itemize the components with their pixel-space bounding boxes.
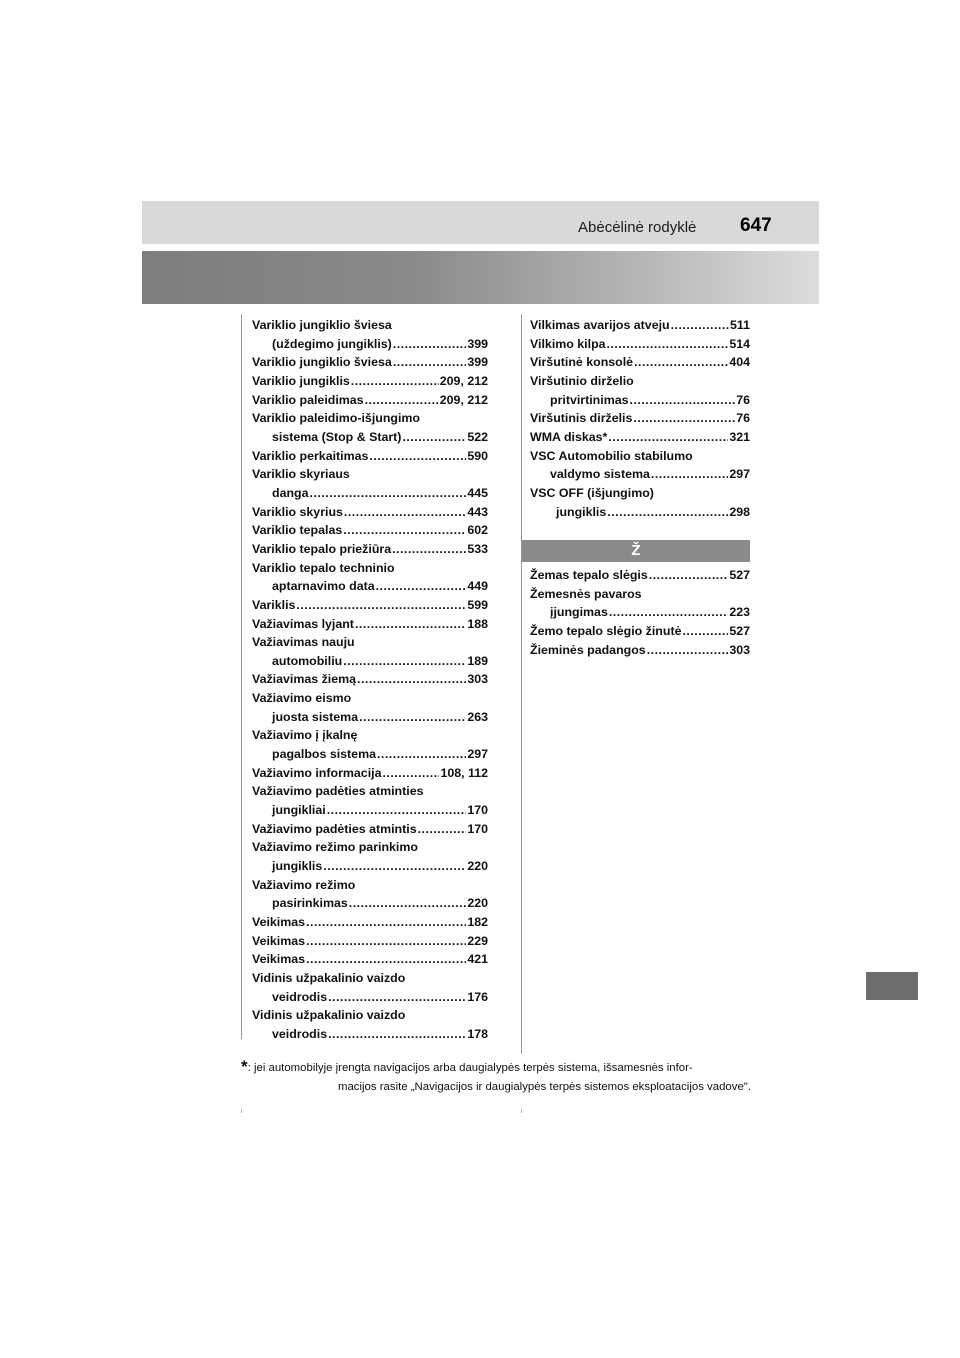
footnote-text-1: : jei automobilyje įrengta navigacijos arba daugialypės terpės sistema, išsamesnės infor- bbox=[247, 1062, 693, 1074]
dot-leader bbox=[649, 566, 729, 585]
index-entry bbox=[252, 726, 488, 763]
index-entry bbox=[252, 633, 488, 670]
index-entry-term: Viršutinis dirželis bbox=[530, 411, 633, 426]
index-entry bbox=[252, 391, 488, 410]
left-column-rule bbox=[241, 314, 242, 1039]
index-entry-line bbox=[530, 391, 750, 410]
dot-leader bbox=[344, 503, 466, 522]
index-entry-term: (uždegimo jungiklis) bbox=[272, 336, 392, 351]
index-entry-term: automobiliu bbox=[272, 653, 343, 668]
index-entry bbox=[530, 622, 750, 641]
index-entry-term: Variklio perkaitimas bbox=[252, 448, 369, 463]
dot-leader bbox=[343, 652, 466, 671]
dot-leader bbox=[402, 428, 466, 447]
dot-leader bbox=[357, 670, 466, 689]
index-entry-line bbox=[252, 932, 488, 951]
right-column-rule bbox=[521, 314, 522, 1054]
dot-leader bbox=[323, 857, 466, 876]
index-entry-line bbox=[252, 615, 488, 634]
index-entry-heading: Važiavimo į įkalnę bbox=[252, 728, 358, 743]
index-entry bbox=[530, 409, 750, 428]
index-entry bbox=[252, 969, 488, 1006]
index-entry-line bbox=[252, 988, 488, 1007]
footnote-line-1 bbox=[241, 1057, 751, 1078]
index-entry-line bbox=[530, 335, 750, 354]
index-entry bbox=[530, 641, 750, 660]
index-entry bbox=[530, 316, 750, 335]
side-thumb-tab bbox=[866, 972, 918, 1000]
index-entry-line bbox=[252, 857, 488, 876]
index-entry-term: veidrodis bbox=[272, 1026, 328, 1041]
index-entry bbox=[530, 428, 750, 447]
crop-tick bbox=[241, 1109, 242, 1113]
index-entry-line bbox=[530, 428, 750, 447]
index-entry-page: 170 bbox=[467, 803, 488, 818]
index-entry-heading: Važiavimas nauju bbox=[252, 635, 355, 650]
index-entry bbox=[252, 521, 488, 540]
dot-leader bbox=[306, 932, 466, 951]
footnote-line-2: macijos rasite „Navigacijos ir daugialypės terpės sistemos eksploatacijos vadove". bbox=[337, 1081, 751, 1093]
index-entry-term: Vilkimas avarijos atveju bbox=[530, 318, 670, 332]
index-entry-page: 590 bbox=[467, 448, 488, 463]
index-entry-line bbox=[252, 894, 488, 913]
index-entry bbox=[252, 447, 488, 466]
index-entry-heading: VSC OFF (išjungimo) bbox=[530, 485, 654, 500]
index-entry bbox=[252, 615, 488, 634]
index-entry-line bbox=[252, 484, 488, 503]
index-entry bbox=[252, 838, 488, 875]
index-entry bbox=[252, 913, 488, 932]
index-entry-line bbox=[252, 428, 488, 447]
index-entry-page: 404 bbox=[729, 355, 750, 370]
index-entry-heading: Variklio paleidimo-išjungimo bbox=[252, 411, 420, 426]
dot-leader bbox=[607, 503, 728, 522]
index-entry-term: valdymo sistema bbox=[550, 467, 650, 482]
index-entry-term: Važiavimo padėties atmintis bbox=[252, 821, 417, 836]
dot-leader bbox=[418, 820, 467, 839]
index-entry-page: 298 bbox=[729, 504, 750, 519]
index-entry-page: 599 bbox=[467, 597, 488, 612]
index-entry-line bbox=[530, 465, 750, 484]
index-entry-term: aptarnavimo data bbox=[272, 579, 375, 594]
index-entry-line bbox=[252, 764, 488, 783]
index-entry-page: 223 bbox=[729, 605, 750, 620]
index-entry-term: pagalbos sistema bbox=[272, 747, 376, 762]
index-entry bbox=[252, 559, 488, 596]
index-entry-heading: Važiavimo režimo parinkimo bbox=[252, 840, 418, 855]
index-entry-line bbox=[252, 372, 488, 391]
index-entry bbox=[252, 409, 488, 446]
index-entry-line bbox=[252, 708, 488, 727]
index-entry-page: 209, 212 bbox=[439, 392, 488, 407]
index-entry-page: 514 bbox=[729, 336, 750, 351]
index-entry-term: sistema (Stop & Start) bbox=[272, 429, 402, 444]
dot-leader bbox=[608, 428, 728, 447]
index-entry-heading: Žemesnės pavaros bbox=[530, 586, 642, 601]
index-entry-term: jungiklis bbox=[272, 859, 323, 874]
index-entry-heading: Važiavimo padėties atminties bbox=[252, 784, 424, 799]
index-entry bbox=[530, 353, 750, 372]
dot-leader bbox=[343, 521, 466, 540]
dot-leader bbox=[376, 577, 467, 596]
dot-leader bbox=[630, 391, 736, 410]
index-entry-heading: Vidinis užpakalinio vaizdo bbox=[252, 1008, 406, 1023]
index-entry-page: 220 bbox=[467, 859, 488, 874]
dot-leader bbox=[365, 391, 439, 410]
index-column-left bbox=[252, 316, 488, 1044]
index-entry-term: Žemo tepalo slėgio žinutė bbox=[530, 623, 682, 638]
index-entry bbox=[252, 1006, 488, 1043]
index-entry-term: Veikimas bbox=[252, 933, 306, 948]
index-entry-line bbox=[530, 353, 750, 372]
index-entry-term: Variklis bbox=[252, 597, 296, 612]
index-entry-term: Veikimas bbox=[252, 952, 306, 967]
dot-leader bbox=[682, 622, 728, 641]
index-entry bbox=[252, 316, 488, 353]
index-entry-page: 170 bbox=[467, 821, 488, 836]
index-entry-page: 176 bbox=[467, 989, 488, 1004]
index-entry-page: 399 bbox=[467, 355, 488, 370]
index-entry-term: pritvirtinimas bbox=[550, 392, 629, 407]
index-entry-term: danga bbox=[272, 485, 309, 500]
index-entry-line bbox=[252, 577, 488, 596]
page-header-title: Abėcėlinė rodyklė bbox=[578, 219, 697, 236]
dot-leader bbox=[651, 465, 728, 484]
index-entry-line bbox=[252, 335, 488, 354]
index-entry-heading: VSC Automobilio stabilumo bbox=[530, 448, 693, 463]
dot-leader bbox=[392, 540, 466, 559]
index-entry bbox=[252, 820, 488, 839]
dot-leader bbox=[306, 950, 466, 969]
index-entry-line bbox=[530, 622, 750, 641]
index-entry-page: 533 bbox=[467, 541, 488, 556]
index-entry-line bbox=[530, 316, 750, 335]
index-entry-line bbox=[252, 820, 488, 839]
index-entry-term: jungikliai bbox=[272, 803, 326, 818]
index-entry-heading: Vidinis užpakalinio vaizdo bbox=[252, 970, 406, 985]
index-entry-heading: Variklio tepalo techninio bbox=[252, 560, 395, 575]
index-entry-page: 229 bbox=[467, 933, 488, 948]
index-entry-page: 443 bbox=[467, 504, 488, 519]
index-entry-heading: Viršutinio dirželio bbox=[530, 373, 634, 388]
index-entry-page: 527 bbox=[729, 568, 750, 582]
index-entry bbox=[252, 782, 488, 819]
index-entry-page: 399 bbox=[467, 336, 488, 351]
dot-leader bbox=[607, 335, 729, 354]
index-entry-line bbox=[252, 447, 488, 466]
index-entry bbox=[252, 950, 488, 969]
index-entry-term: Važiavimo informacija bbox=[252, 765, 382, 780]
index-entry bbox=[530, 585, 750, 622]
index-entry-term: Važiavimas lyjant bbox=[252, 616, 354, 631]
index-entry-line bbox=[252, 521, 488, 540]
index-entry-page: 511 bbox=[730, 318, 750, 332]
index-entry-page: 182 bbox=[467, 915, 488, 929]
page-number: 647 bbox=[740, 215, 772, 236]
dot-leader bbox=[327, 801, 467, 820]
index-entry-line bbox=[252, 503, 488, 522]
index-entry bbox=[252, 353, 488, 372]
index-entry-line bbox=[530, 503, 750, 522]
dot-leader bbox=[349, 894, 467, 913]
index-entry-term: jungiklis bbox=[556, 504, 607, 519]
index-entry-page: 449 bbox=[467, 579, 488, 594]
index-entry-term: pasirinkimas bbox=[272, 896, 348, 911]
index-entry-line bbox=[252, 391, 488, 410]
dot-leader bbox=[382, 764, 439, 783]
dot-leader bbox=[393, 335, 467, 354]
index-entry bbox=[530, 566, 750, 585]
index-entry-page: 303 bbox=[729, 642, 750, 657]
index-entry bbox=[530, 372, 750, 409]
index-entry-heading: Variklio jungiklio šviesa bbox=[252, 318, 392, 332]
dot-leader bbox=[328, 988, 466, 1007]
index-column-z bbox=[530, 566, 750, 659]
index-entry-term: Variklio paleidimas bbox=[252, 392, 364, 407]
dot-leader bbox=[306, 913, 466, 932]
index-entry-page: 76 bbox=[736, 411, 750, 426]
index-entry-term: Variklio jungiklio šviesa bbox=[252, 355, 392, 370]
index-entry-term: Variklio jungiklis bbox=[252, 373, 350, 388]
index-entry-page: 220 bbox=[467, 896, 488, 911]
index-entry-term: Vilkimo kilpa bbox=[530, 336, 606, 351]
index-entry-line bbox=[252, 353, 488, 372]
dot-leader bbox=[369, 447, 466, 466]
index-entry-page: 445 bbox=[467, 485, 488, 500]
index-entry-line bbox=[530, 566, 750, 585]
index-entry bbox=[252, 689, 488, 726]
index-entry-term: Veikimas bbox=[252, 915, 306, 929]
index-entry-term: Variklio tepalas bbox=[252, 523, 343, 538]
index-entry-line bbox=[252, 1025, 488, 1044]
dot-leader bbox=[393, 353, 467, 372]
index-entry-line bbox=[252, 670, 488, 689]
index-entry bbox=[530, 335, 750, 354]
index-entry-page: 303 bbox=[467, 672, 488, 687]
index-entry-page: 209, 212 bbox=[439, 373, 488, 388]
index-entry-line bbox=[252, 540, 488, 559]
dot-leader bbox=[328, 1025, 466, 1044]
index-entry bbox=[252, 764, 488, 783]
index-entry-line bbox=[252, 913, 488, 932]
index-entry-term: Viršutinė konsolė bbox=[530, 355, 634, 370]
index-entry-page: 297 bbox=[467, 747, 488, 762]
index-entry-line bbox=[252, 950, 488, 969]
index-entry-term: Variklio skyrius bbox=[252, 504, 343, 519]
index-entry-page: 76 bbox=[736, 392, 750, 407]
index-entry-term: Važiavimas žiemą bbox=[252, 672, 357, 687]
index-entry-page: 421 bbox=[467, 952, 488, 967]
footnote bbox=[241, 1057, 751, 1097]
index-entry-line bbox=[252, 745, 488, 764]
index-entry bbox=[252, 540, 488, 559]
index-entry-page: 527 bbox=[729, 623, 750, 638]
index-entry-line bbox=[252, 652, 488, 671]
dot-leader bbox=[355, 615, 466, 634]
index-entry-page: 188 bbox=[467, 616, 488, 631]
index-entry-page: 522 bbox=[467, 429, 488, 444]
dot-leader bbox=[647, 641, 729, 660]
index-entry bbox=[530, 447, 750, 484]
index-entry bbox=[252, 876, 488, 913]
dot-leader bbox=[377, 745, 466, 764]
index-entry bbox=[252, 465, 488, 502]
index-entry bbox=[252, 932, 488, 951]
header-gradient-band bbox=[142, 251, 819, 304]
index-entry-term: įjungimas bbox=[550, 605, 608, 620]
dot-leader bbox=[310, 484, 467, 503]
index-entry-term: veidrodis bbox=[272, 989, 328, 1004]
index-entry-line bbox=[530, 641, 750, 660]
index-entry bbox=[252, 596, 488, 615]
dot-leader bbox=[634, 353, 728, 372]
index-entry-page: 189 bbox=[467, 653, 488, 668]
index-entry-line bbox=[530, 603, 750, 622]
index-entry-term: Žieminės padangos bbox=[530, 642, 646, 657]
index-entry-page: 108, 112 bbox=[440, 765, 488, 780]
letter-heading: Ž bbox=[522, 540, 750, 562]
index-entry-page: 602 bbox=[467, 523, 488, 538]
index-entry-heading: Važiavimo režimo bbox=[252, 877, 356, 892]
index-entry-term: juosta sistema bbox=[272, 709, 359, 724]
dot-leader bbox=[359, 708, 466, 727]
index-entry-term: Variklio tepalo priežiūra bbox=[252, 541, 392, 556]
index-entry-line bbox=[252, 801, 488, 820]
footnote-marker: * bbox=[241, 1057, 248, 1076]
index-entry-page: 297 bbox=[729, 467, 750, 482]
index-entry bbox=[530, 484, 750, 521]
index-entry bbox=[252, 372, 488, 391]
index-entry bbox=[252, 670, 488, 689]
crop-tick bbox=[521, 1109, 522, 1113]
index-entry bbox=[252, 503, 488, 522]
index-entry-term: WMA diskas* bbox=[530, 429, 608, 444]
dot-leader bbox=[633, 409, 735, 428]
index-entry-line bbox=[252, 596, 488, 615]
index-entry-page: 321 bbox=[729, 429, 750, 444]
index-entry-line bbox=[530, 409, 750, 428]
index-entry-heading: Važiavimo eismo bbox=[252, 691, 352, 706]
header-bar bbox=[142, 201, 819, 244]
index-column-right bbox=[530, 316, 750, 521]
index-entry-heading: Variklio skyriaus bbox=[252, 467, 350, 482]
index-entry-page: 178 bbox=[467, 1026, 488, 1041]
dot-leader bbox=[671, 316, 729, 335]
index-entry-page: 263 bbox=[467, 709, 488, 724]
dot-leader bbox=[351, 372, 439, 391]
dot-leader bbox=[296, 596, 466, 615]
index-entry-term: Žemas tepalo slėgis bbox=[530, 568, 648, 582]
dot-leader bbox=[609, 603, 728, 622]
